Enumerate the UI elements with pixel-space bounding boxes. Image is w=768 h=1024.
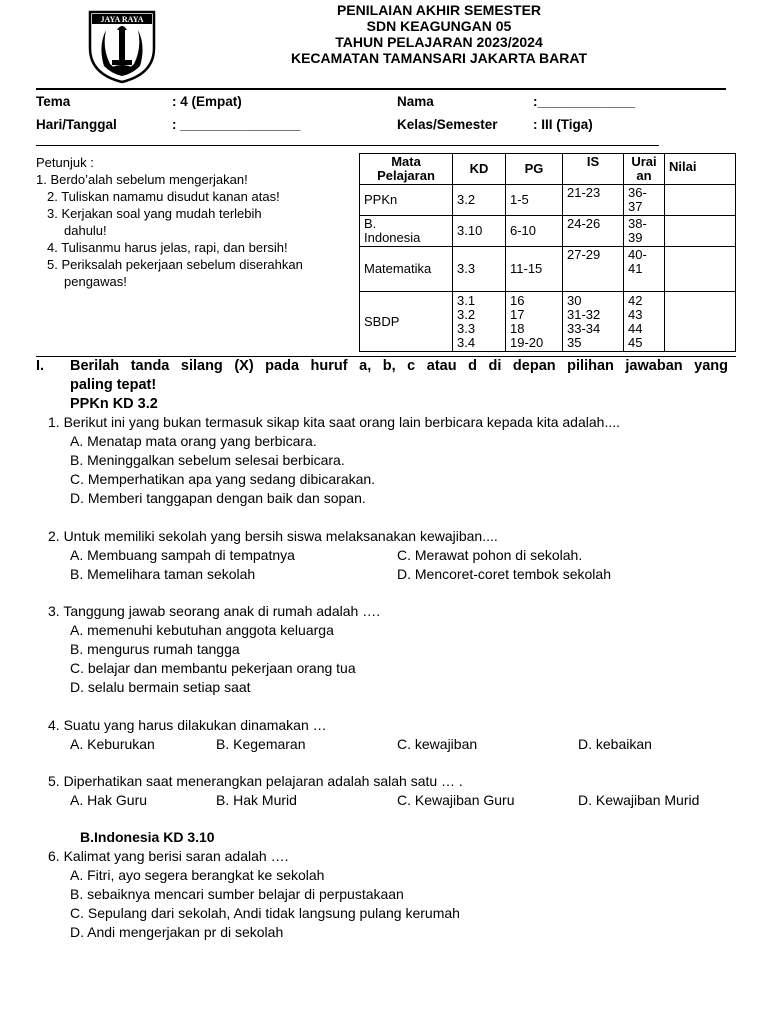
q4-option-a[interactable]: A. Keburukan: [70, 736, 155, 752]
hari-tanggal-label: Hari/Tanggal: [36, 117, 117, 132]
mapel-cell: Matematika: [360, 247, 453, 292]
section-instruction-line-2: paling tepat!: [70, 377, 157, 393]
kd-cell: 3.3: [453, 247, 506, 292]
kd-cell: 3.10: [453, 216, 506, 247]
q4-option-b[interactable]: B. Kegemaran: [216, 736, 306, 752]
section-divider: [36, 356, 736, 357]
q6-option-c[interactable]: C. Sepulang dari sekolah, Andi tidak langsung pulang kerumah: [70, 905, 460, 921]
nama-label: Nama: [397, 94, 434, 109]
header-line-3: TAHUN PELAJARAN 2023/2024: [335, 34, 543, 50]
is-cell: 30 31-32 33-34 35: [563, 292, 624, 352]
uraian-cell: 38- 39: [624, 216, 665, 247]
instruction-item: pengawas!: [64, 274, 127, 289]
table-row: [360, 247, 736, 292]
nilai-cell[interactable]: [665, 185, 736, 216]
q3-option-c[interactable]: C. belajar dan membantu pekerjaan orang tua: [70, 660, 356, 676]
q5-option-c[interactable]: C. Kewajiban Guru: [397, 792, 515, 808]
header-line-2: SDN KEAGUNGAN 05: [366, 18, 512, 34]
is-cell: 21-23: [563, 185, 624, 216]
mapel-cell: PPKn: [360, 185, 453, 216]
q6-option-a[interactable]: A. Fitri, ayo segera berangkat ke sekolah: [70, 867, 325, 883]
is-cell: 27-29: [563, 247, 624, 292]
table-row: [360, 216, 736, 247]
bindo-subtitle: B.Indonesia KD 3.10: [80, 829, 215, 845]
uraian-cell: 42 43 44 45: [624, 292, 665, 352]
q2-option-d[interactable]: D. Mencoret-coret tembok sekolah: [397, 566, 611, 582]
instruction-item: 4. Tulisanmu harus jelas, rapi, dan bersih!: [47, 240, 288, 255]
question-3: 3. Tanggung jawab seorang anak di rumah adalah ….: [48, 603, 381, 619]
q4-option-d[interactable]: D. kebaikan: [578, 736, 652, 752]
instruction-item: 2. Tuliskan namamu disudut kanan atas!: [47, 189, 280, 204]
section-instruction-line-1: Berilah tanda silang (X) pada huruf a, b, c atau d di depan pilihan jawaban yang: [70, 358, 728, 374]
header-is: IS: [563, 154, 624, 185]
logo-text: JAYA RAYA: [100, 15, 144, 24]
q1-option-a[interactable]: A. Menatap mata orang yang berbicara.: [70, 433, 317, 449]
instruction-item: 5. Periksalah pekerjaan sebelum diserahkan: [47, 257, 303, 272]
q1-option-c[interactable]: C. Memperhatikan apa yang sedang dibicarakan.: [70, 471, 376, 487]
pg-cell: 11-15: [506, 247, 563, 292]
uraian-cell: 40- 41: [624, 247, 665, 292]
nilai-cell[interactable]: [665, 292, 736, 352]
kd-table-header-row: [360, 154, 736, 185]
q2-option-b[interactable]: B. Memelihara taman sekolah: [70, 566, 256, 582]
info-divider: [36, 145, 659, 146]
kelas-semester-label: Kelas/Semester: [397, 117, 498, 132]
q5-option-b[interactable]: B. Hak Murid: [216, 792, 297, 808]
q5-option-d[interactable]: D. Kewajiban Murid: [578, 792, 700, 808]
header-pg: PG: [506, 154, 563, 185]
q3-option-a[interactable]: A. memenuhi kebutuhan anggota keluarga: [70, 622, 334, 638]
is-cell: 24-26: [563, 216, 624, 247]
ppkn-subtitle: PPKn KD 3.2: [70, 396, 158, 412]
kd-cell: 3.1 3.2 3.3 3.4: [453, 292, 506, 352]
kelas-semester-value: : III (Tiga): [533, 117, 593, 132]
tema-label: Tema: [36, 94, 71, 109]
question-6: 6. Kalimat yang berisi saran adalah ….: [48, 848, 289, 864]
q3-option-d[interactable]: D. selalu bermain setiap saat: [70, 679, 251, 695]
tema-value: : 4 (Empat): [172, 94, 242, 109]
section-number: I.: [36, 358, 45, 374]
q2-option-c[interactable]: C. Merawat pohon di sekolah.: [397, 547, 583, 563]
mapel-cell: SBDP: [360, 292, 453, 352]
question-2: 2. Untuk memiliki sekolah yang bersih siswa melaksanakan kewajiban....: [48, 528, 498, 544]
instruction-item: 3. Kerjakan soal yang mudah terlebih: [47, 206, 262, 221]
q6-option-d[interactable]: D. Andi mengerjakan pr di sekolah: [70, 924, 284, 940]
q2-option-a[interactable]: A. Membuang sampah di tempatnya: [70, 547, 295, 563]
uraian-cell: 36- 37: [624, 185, 665, 216]
instructions-title: Petunjuk :: [36, 155, 94, 170]
pg-cell: 16 17 18 19-20: [506, 292, 563, 352]
hari-tanggal-field[interactable]: : ________________: [172, 117, 301, 132]
q6-option-b[interactable]: B. sebaiknya mencari sumber belajar di perpustakaan: [70, 886, 404, 902]
q1-option-d[interactable]: D. Memberi tanggapan dengan baik dan sopan.: [70, 490, 366, 506]
table-row: [360, 185, 736, 216]
pg-cell: 6-10: [506, 216, 563, 247]
header-uraian: Urai an: [624, 154, 665, 185]
instruction-item: dahulu!: [64, 223, 107, 238]
nama-field[interactable]: :_____________: [533, 94, 636, 109]
q3-option-b[interactable]: B. mengurus rumah tangga: [70, 641, 240, 657]
q1-option-b[interactable]: B. Meninggalkan sebelum selesai berbicara.: [70, 452, 345, 468]
question-1: 1. Berikut ini yang bukan termasuk sikap kita saat orang lain berbicara kepada kita adalah....: [48, 414, 620, 430]
nilai-cell[interactable]: [665, 247, 736, 292]
header-nilai: Nilai: [665, 154, 736, 185]
instruction-item: 1. Berdo’alah sebelum mengerjakan!: [36, 172, 248, 187]
header-line-4: KECAMATAN TAMANSARI JAKARTA BARAT: [290, 50, 588, 66]
question-4: 4. Suatu yang harus dilakukan dinamakan …: [48, 717, 327, 733]
instructions: [36, 154, 303, 290]
question-5: 5. Diperhatikan saat menerangkan pelajaran adalah salah satu … .: [48, 773, 463, 789]
header-mata-pelajaran: Mata Pelajaran: [360, 154, 453, 185]
nilai-cell[interactable]: [665, 216, 736, 247]
q4-option-c[interactable]: C. kewajiban: [397, 736, 478, 752]
mapel-cell: B. Indonesia: [360, 216, 453, 247]
table-row: [360, 292, 736, 352]
q5-option-a[interactable]: A. Hak Guru: [70, 792, 148, 808]
kd-table: [359, 153, 736, 352]
header-line-1: PENILAIAN AKHIR SEMESTER: [336, 2, 542, 18]
header-divider: [36, 88, 726, 90]
header-kd: KD: [453, 154, 506, 185]
pg-cell: 1-5: [506, 185, 563, 216]
kd-cell: 3.2: [453, 185, 506, 216]
